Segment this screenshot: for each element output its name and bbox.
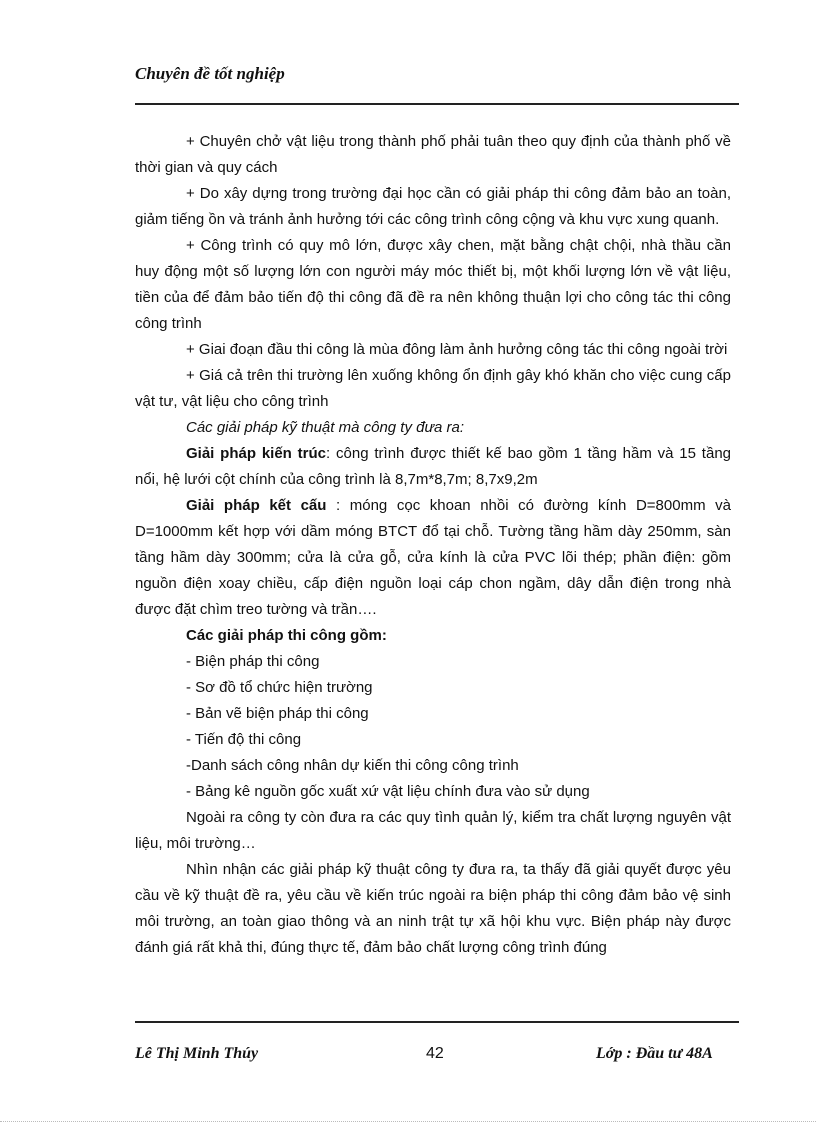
page-header-title: Chuyên đề tốt nghiệp <box>135 64 285 83</box>
architecture-solution-label: Giải pháp kiến trúc <box>186 445 327 462</box>
page-body <box>135 129 731 961</box>
section-heading-construction-solutions: Các giải pháp thi công gồm: <box>186 627 387 644</box>
list-item: - Sơ đồ tổ chức hiện trường <box>186 679 373 696</box>
footer-class-label: Lớp : Đầu tư 48A <box>596 1045 713 1062</box>
header-rule <box>135 103 739 105</box>
footer-rule <box>135 1021 739 1023</box>
structure-solution-label: Giải pháp kết cấu <box>186 497 327 514</box>
list-item: - Biện pháp thi công <box>186 653 320 670</box>
footer-author: Lê Thị Minh Thúy <box>135 1045 259 1062</box>
architecture-solution-text: : công trình được thiết kế bao gồm 1 tầng hầm và 15 tầng nổi, hệ lưới cột chính của công trình là 8,7m*8,7m; 8,7x9,2m <box>135 445 732 488</box>
structure-solution-text: : móng cọc khoan nhồi có đường kính D=800mm và D=1000mm kết hợp với dầm móng BTCT đổ tại chỗ. Tường tầng hầm dày 250mm, sàn tầng hầm dày 300mm; cửa là cửa gỗ, cửa kính là cửa PVC lõi thép; phần điện: gồm nguồn điện xoay chiều, cấp điện nguồn loại cáp chon ngầm, dây dẫn điện trong nhà được đặt chìm treo tường và trần…. <box>135 497 731 618</box>
page-edge-divider <box>0 1121 816 1122</box>
list-item: - Bản vẽ biện pháp thi công <box>186 705 369 722</box>
list-item: - Tiến độ thi công <box>186 731 302 748</box>
list-item: - Bảng kê nguồn gốc xuất xứ vật liệu chính đưa vào sử dụng <box>186 783 590 800</box>
paragraph-architecture-solution <box>135 441 731 493</box>
paragraph-structure-solution <box>135 493 731 623</box>
list-item: -Danh sách công nhân dự kiến thi công công trình <box>186 757 519 774</box>
paragraph-project-scale: + Công trình có quy mô lớn, được xây chen, mặt bằng chật chội, nhà thầu cần huy động một số lượng lớn con người máy móc thiết bị, một khối lượng lớn về vật liệu, tiền của để đảm bảo tiến độ thi công đã đề ra nên không thuận lợi cho công tác thi công công trình <box>135 237 731 332</box>
paragraph-winter-start: + Giai đoạn đầu thi công là mùa đông làm ảnh hưởng công tác thi công ngoài trời <box>186 341 728 358</box>
paragraph-assessment: Nhìn nhận các giải pháp kỹ thuật công ty đưa ra, ta thấy đã giải quyết được yêu cầu về kỹ thuật đề ra, yêu cầu về kiến trúc ngoài ra biện pháp thi công đảm bảo vệ sinh môi trường, an toàn giao thông và an ninh trật tự xã hội khu vực. Biện pháp này được đánh giá rất khả thi, đúng thực tế, đảm bảo chất lượng công trình đúng <box>135 861 731 956</box>
paragraph-transport-rules: + Chuyên chở vật liệu trong thành phố phải tuân theo quy định của thành phố về thời gian và quy cách <box>135 133 731 176</box>
section-heading-technical-solutions: Các giải pháp kỹ thuật mà công ty đưa ra: <box>186 419 464 436</box>
paragraph-management-procedures: Ngoài ra công ty còn đưa ra các quy tình quản lý, kiểm tra chất lượng nguyên vật liệu, môi trường… <box>135 809 731 852</box>
paragraph-university-site: + Do xây dựng trong trường đại học cần có giải pháp thi công đảm bảo an toàn, giảm tiếng ồn và tránh ảnh hưởng tới các công trình công cộng và khu vực xung quanh. <box>135 185 731 228</box>
paragraph-price-fluctuation: + Giá cả trên thi trường lên xuống không ổn định gây khó khăn cho việc cung cấp vật tư, vật liệu cho công trình <box>135 367 731 410</box>
footer-page-number: 42 <box>426 1045 444 1062</box>
